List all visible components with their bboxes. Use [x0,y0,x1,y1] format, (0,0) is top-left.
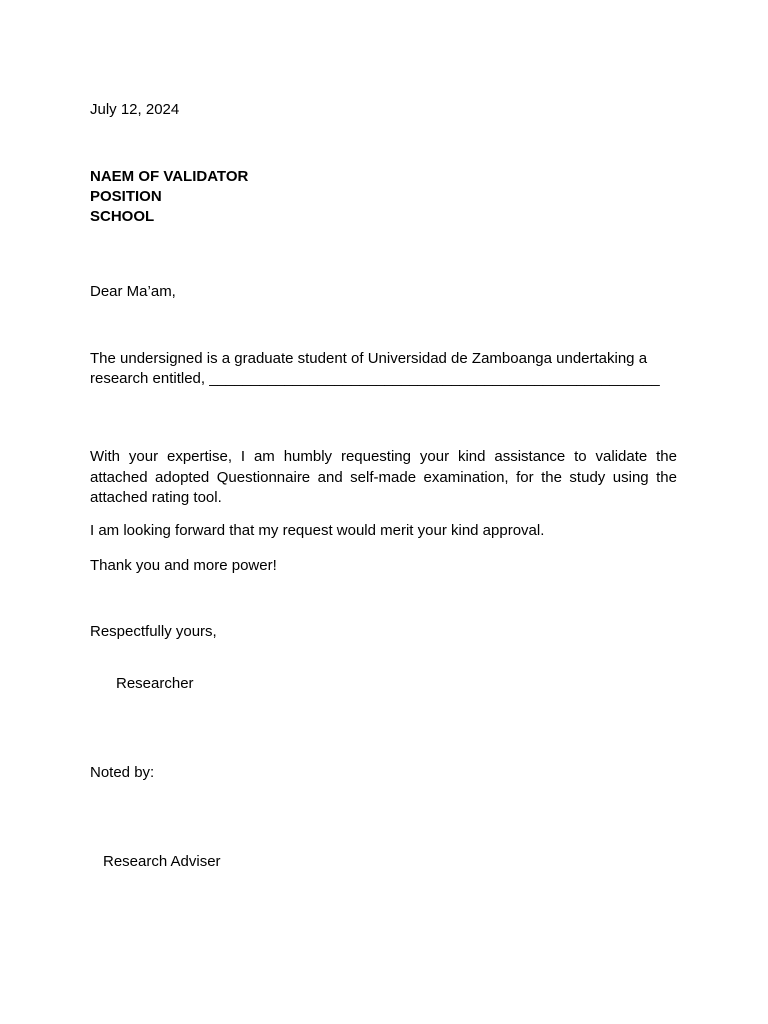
noted-by-label: Noted by: [90,764,155,781]
letter-date: July 12, 2024 [90,101,180,118]
intro-line-1: The undersigned is a graduate student of Universidad de Zamboanga undertaking a [90,350,648,367]
recipient-name: NAEM OF VALIDATOR [90,168,249,185]
signatory-researcher: Researcher [116,675,194,692]
recipient-position: POSITION [90,188,162,205]
intro-line-2-research-title-blank: research entitled, ______________________________________________________ [90,370,660,387]
thanks-line: Thank you and more power! [90,557,277,574]
salutation: Dear Ma’am, [90,283,176,300]
approval-line: I am looking forward that my request would merit your kind approval. [90,522,545,539]
recipient-school: SCHOOL [90,208,155,225]
closing: Respectfully yours, [90,623,217,640]
request-paragraph: With your expertise, I am humbly requesting your kind assistance to validate the attached adopted Questionnaire and self-made examination, for the study using the attached rating tool. [90,448,677,506]
signatory-research-adviser: Research Adviser [103,853,221,870]
